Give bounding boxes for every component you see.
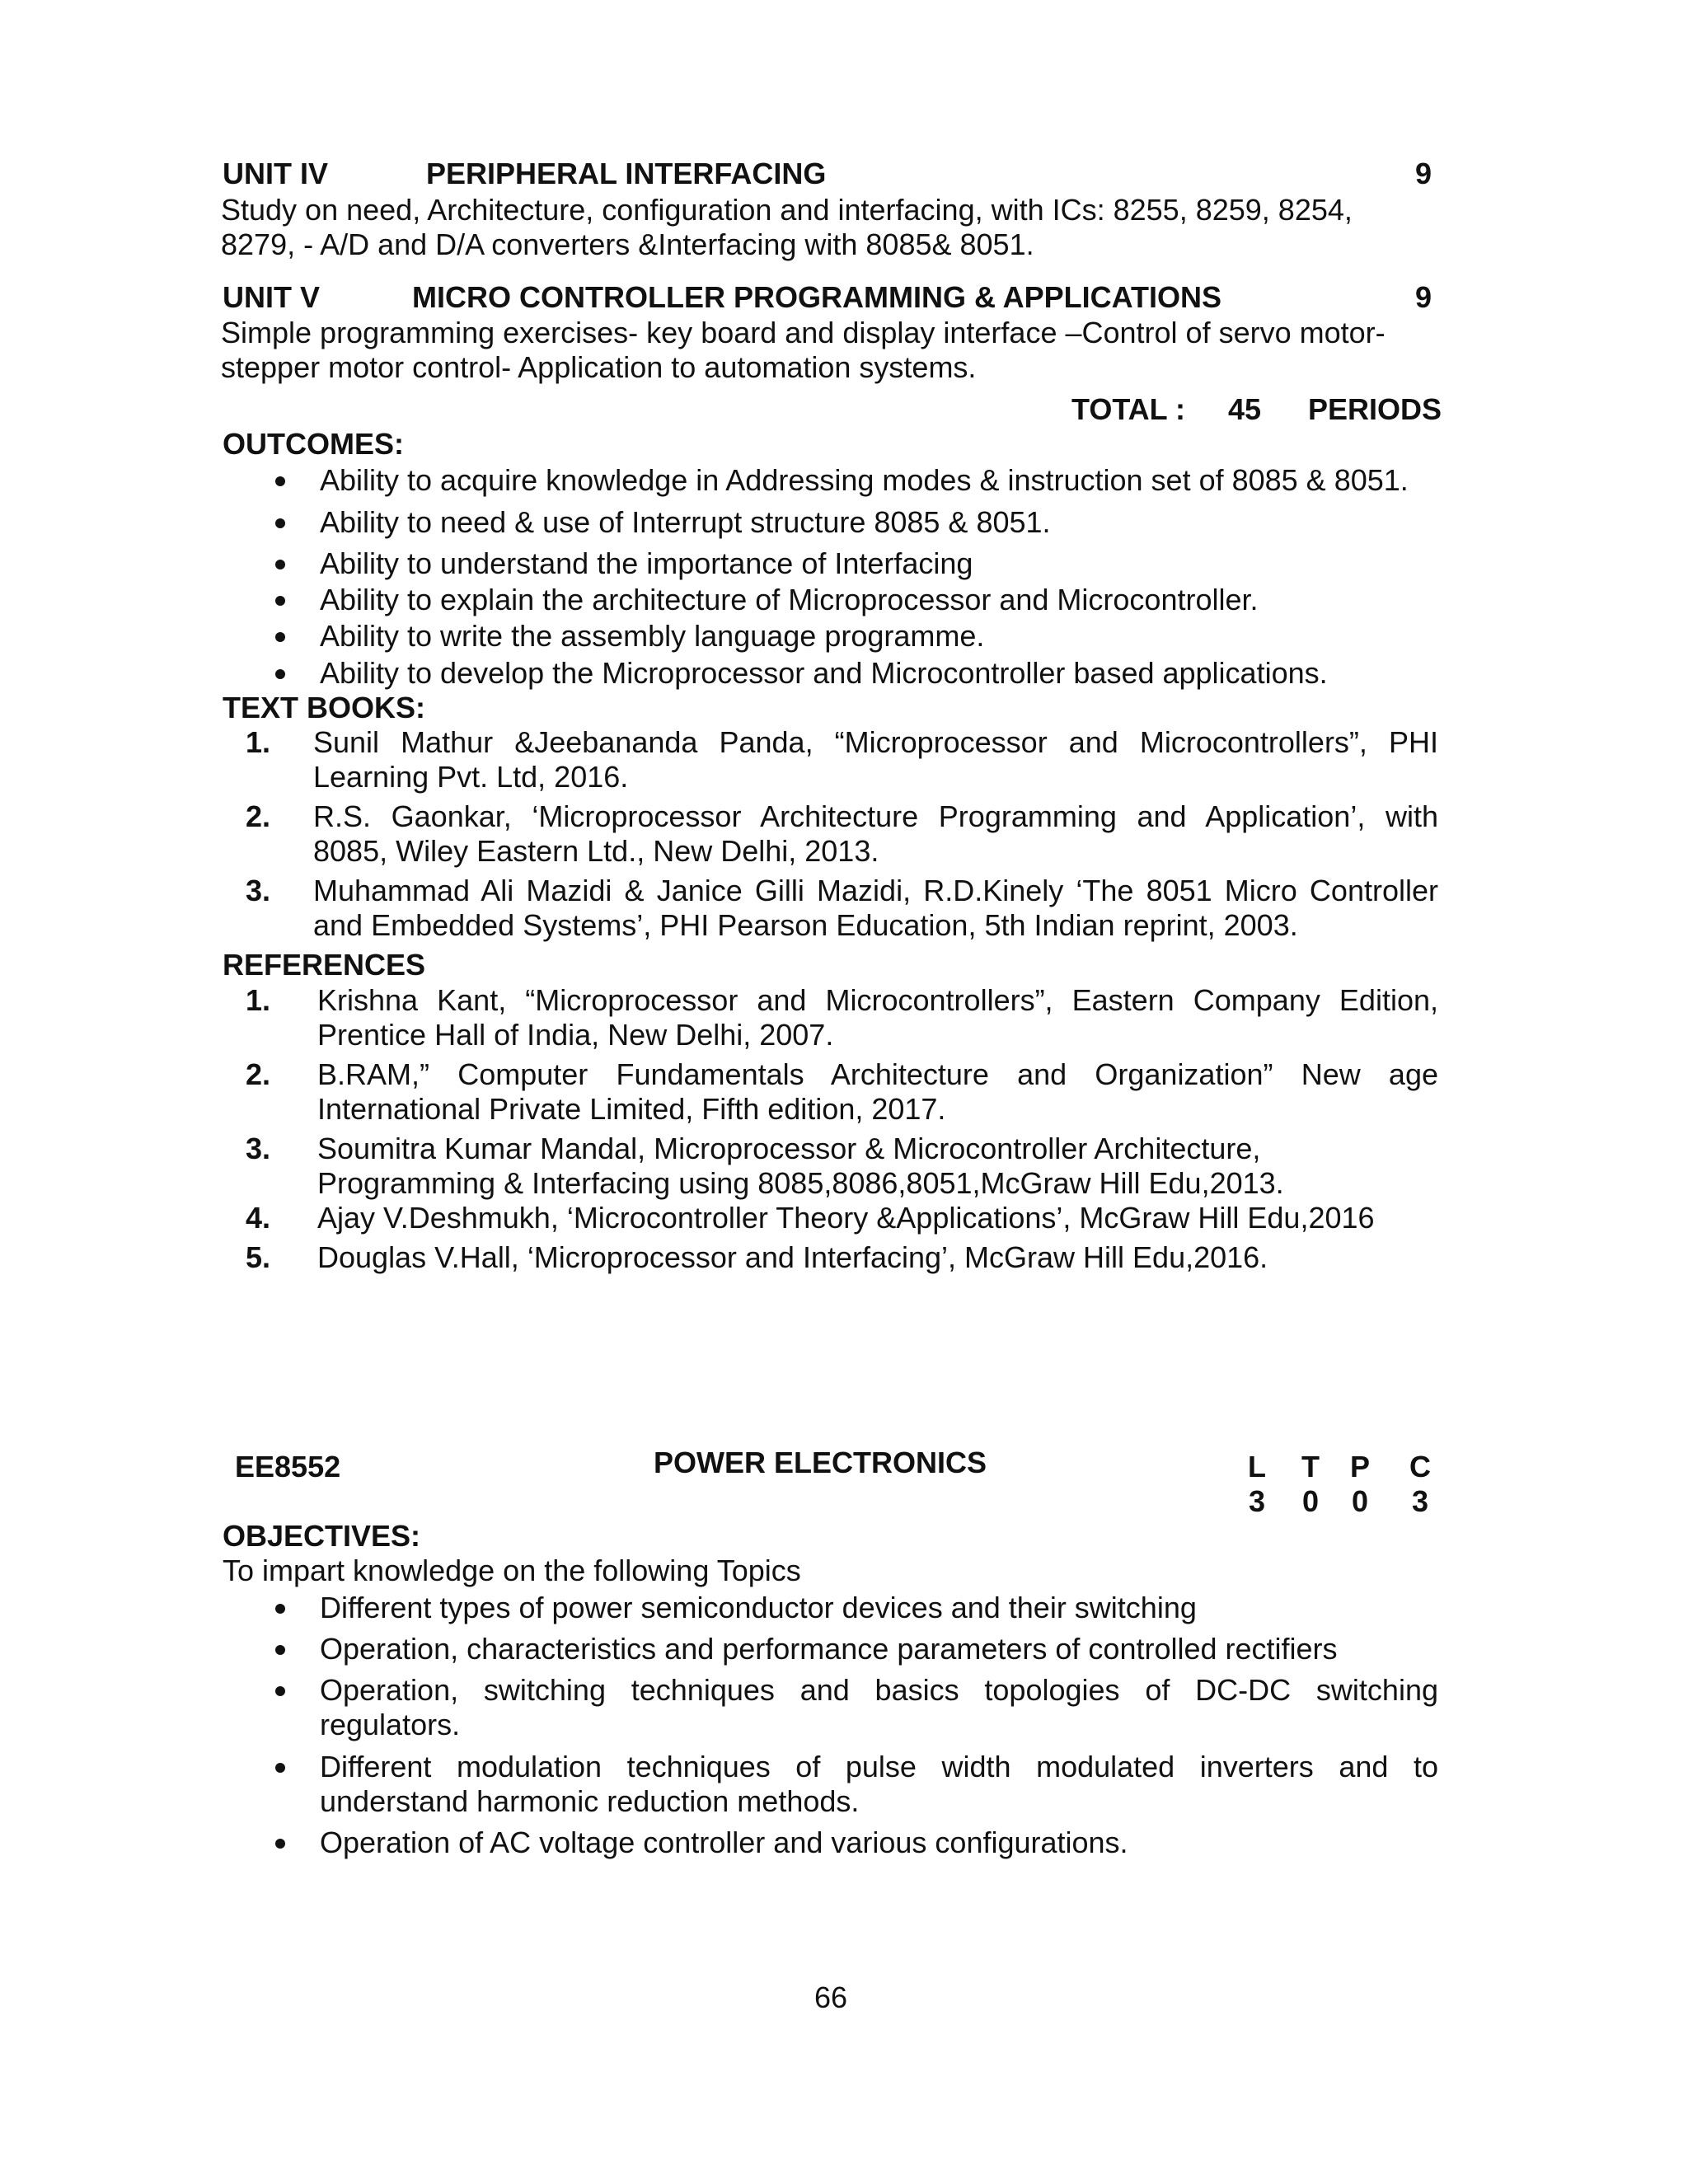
text-book-line1: Muhammad Ali Mazidi & Janice Gilli Mazidi, R.D.Kinely ‘The 8051 Micro Controller bbox=[313, 874, 1438, 907]
text-book-number: 1. bbox=[246, 725, 271, 759]
course-code: EE8552 bbox=[235, 1450, 341, 1483]
text-book-number: 2. bbox=[246, 799, 271, 833]
unit-iv-body-line1: Study on need, Architecture, configuration and interfacing, with ICs: 8255, 8259, 8254, bbox=[221, 193, 1353, 227]
text-book-line1: Sunil Mathur &Jeebananda Panda, “Microprocessor and Microcontrollers”, PHI bbox=[313, 725, 1438, 759]
outcome-item: Ability to understand the importance of Interfacing bbox=[320, 546, 973, 580]
objective-line2: regulators. bbox=[320, 1708, 461, 1741]
ltpc-header-t: T bbox=[1301, 1450, 1320, 1483]
bullet-icon bbox=[275, 632, 285, 642]
unit-iv-hours: 9 bbox=[1415, 157, 1432, 190]
reference-line1: Ajay V.Deshmukh, ‘Microcontroller Theory &Applications’, McGraw Hill Edu,2016 bbox=[317, 1201, 1375, 1235]
reference-number: 3. bbox=[246, 1132, 271, 1165]
objective-line bbox=[320, 1673, 1438, 1742]
bullet-icon bbox=[275, 518, 285, 528]
outcomes-heading: OUTCOMES: bbox=[223, 427, 404, 461]
reference-number: 1. bbox=[246, 983, 271, 1017]
bullet-icon bbox=[275, 1839, 285, 1849]
reference-number: 5. bbox=[246, 1240, 271, 1274]
unit-v-body-line1: Simple programming exercises- key board and display interface –Control of servo motor- bbox=[221, 316, 1386, 349]
reference-line2: International Private Limited, Fifth edition, 2017. bbox=[317, 1092, 946, 1126]
reference-line1: Krishna Kant, “Microprocessor and Microcontrollers”, Eastern Company Edition, bbox=[317, 983, 1438, 1017]
outcome-item: Ability to explain the architecture of Microprocessor and Microcontroller. bbox=[320, 583, 1259, 616]
unit-v-title: MICRO CONTROLLER PROGRAMMING & APPLICATIONS bbox=[412, 280, 1221, 314]
ltpc-value-p: 0 bbox=[1351, 1484, 1369, 1518]
text-books-heading: TEXT BOOKS: bbox=[223, 691, 426, 724]
reference-number: 2. bbox=[246, 1057, 271, 1091]
total-value: 45 bbox=[1228, 392, 1262, 426]
unit-v-body-line2: stepper motor control- Application to automation systems. bbox=[221, 350, 977, 384]
objective-line1: Operation of AC voltage controller and various configurations. bbox=[320, 1825, 1128, 1859]
reference-number: 4. bbox=[246, 1201, 271, 1235]
objectives-intro: To impart knowledge on the following Topics bbox=[223, 1554, 801, 1587]
text-book-line1: R.S. Gaonkar, ‘Microprocessor Architecture Programming and Application’, with bbox=[313, 799, 1438, 833]
reference-line1: Douglas V.Hall, ‘Microprocessor and Interfacing’, McGraw Hill Edu,2016. bbox=[317, 1240, 1268, 1274]
references-heading: REFERENCES bbox=[223, 948, 426, 982]
objective-line1: Operation, characteristics and performance parameters of controlled rectifiers bbox=[320, 1632, 1338, 1666]
objective-line2: understand harmonic reduction methods. bbox=[320, 1784, 860, 1818]
objective-line1: Different modulation techniques of pulse width modulated inverters and to bbox=[320, 1750, 1438, 1783]
total-unit: PERIODS bbox=[1308, 392, 1442, 426]
unit-iv-title: PERIPHERAL INTERFACING bbox=[426, 157, 827, 190]
bullet-icon bbox=[275, 1686, 285, 1696]
bullet-icon bbox=[275, 560, 285, 569]
bullet-icon bbox=[275, 1763, 285, 1773]
outcome-item: Ability to need & use of Interrupt structure 8085 & 8051. bbox=[320, 505, 1051, 539]
text-book-line2: Learning Pvt. Ltd, 2016. bbox=[313, 760, 629, 794]
bullet-icon bbox=[275, 1645, 285, 1655]
text-book-line2: 8085, Wiley Eastern Ltd., New Delhi, 2013. bbox=[313, 834, 879, 868]
bullet-icon bbox=[275, 476, 285, 486]
ltpc-value-l: 3 bbox=[1248, 1484, 1266, 1518]
outcome-item: Ability to write the assembly language programme. bbox=[320, 619, 985, 653]
page-number: 66 bbox=[814, 1980, 848, 2014]
course-title: POWER ELECTRONICS bbox=[654, 1446, 987, 1479]
ltpc-value-c: 3 bbox=[1411, 1484, 1429, 1518]
reference-line2: Programming & Interfacing using 8085,8086,8051,McGraw Hill Edu,2013. bbox=[317, 1166, 1284, 1200]
outcome-item: Ability to develop the Microprocessor and Microcontroller based applications. bbox=[320, 656, 1328, 690]
text-book-number: 3. bbox=[246, 874, 271, 907]
text-book-line2: and Embedded Systems’, PHI Pearson Education, 5th Indian reprint, 2003. bbox=[313, 908, 1298, 942]
unit-v-label: UNIT V bbox=[223, 280, 321, 314]
ltpc-header-p: P bbox=[1349, 1450, 1370, 1483]
bullet-icon bbox=[275, 1604, 285, 1614]
total-label: TOTAL : bbox=[1071, 392, 1185, 426]
ltpc-header-c: C bbox=[1409, 1450, 1431, 1483]
ltpc-value-t: 0 bbox=[1301, 1484, 1320, 1518]
bullet-icon bbox=[275, 669, 285, 679]
unit-iv-body-line2: 8279, - A/D and D/A converters &Interfacing with 8085& 8051. bbox=[221, 227, 1034, 261]
outcome-item: Ability to acquire knowledge in Addressing modes & instruction set of 8085 & 8051. bbox=[320, 463, 1409, 497]
reference-line2: Prentice Hall of India, New Delhi, 2007. bbox=[317, 1018, 834, 1052]
unit-v-hours: 9 bbox=[1415, 280, 1432, 314]
objectives-heading: OBJECTIVES: bbox=[223, 1519, 421, 1553]
reference-line1: Soumitra Kumar Mandal, Microprocessor & Microcontroller Architecture, bbox=[317, 1132, 1261, 1165]
reference-line1: B.RAM,” Computer Fundamentals Architecture and Organization” New age bbox=[317, 1057, 1438, 1091]
objective-line1: Different types of power semiconductor devices and their switching bbox=[320, 1591, 1197, 1624]
unit-iv-label: UNIT IV bbox=[223, 157, 329, 190]
bullet-icon bbox=[275, 596, 285, 606]
objective-line1: Operation, switching techniques and basics topologies of DC-DC switching bbox=[320, 1673, 1438, 1707]
ltpc-header-l: L bbox=[1248, 1450, 1266, 1483]
